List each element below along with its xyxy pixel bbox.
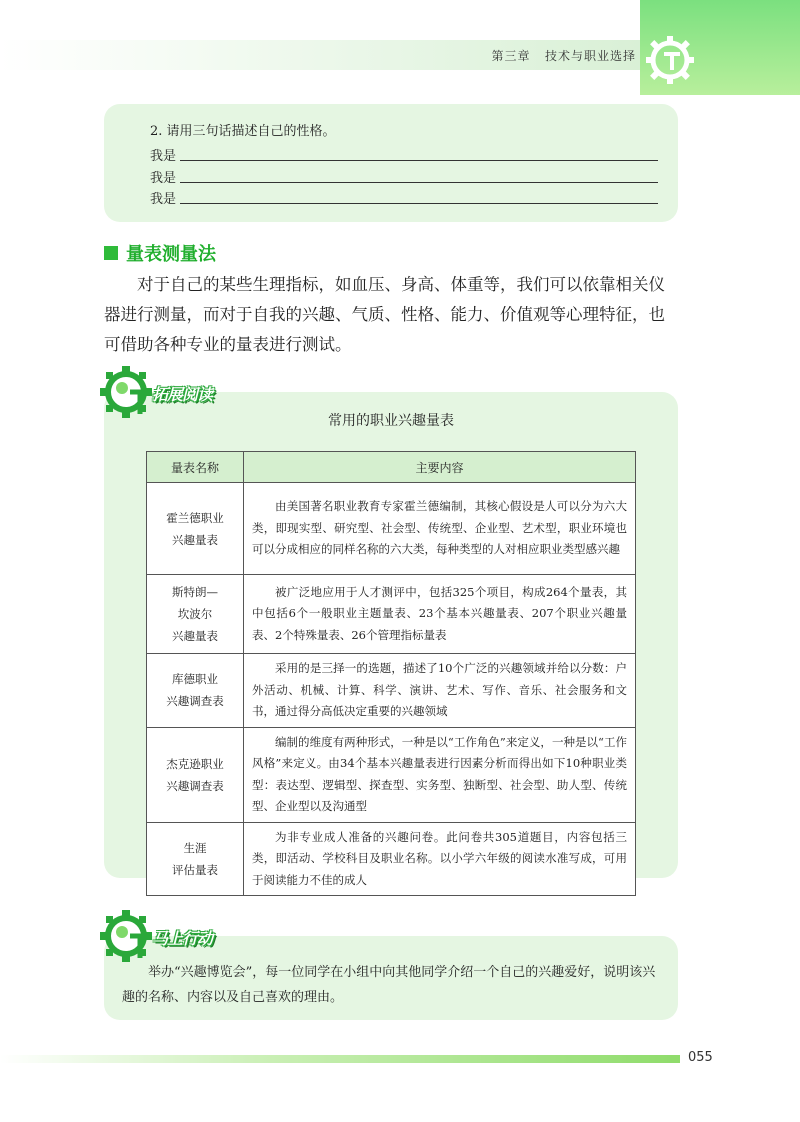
- chapter-header: [492, 47, 636, 64]
- table-header-row: [147, 452, 636, 483]
- scale-content: 由美国著名职业教育专家霍兰德编制，其核心假设是人可以分为六大类，即现实型、研究型、社会型、传统型、企业型、艺术型，职业环境也可以分成相应的同样名称的六大类，每种类型的人对相应职业类型感兴趣: [244, 483, 636, 575]
- scale-content: 被广泛地应用于人才测评中，包括325个项目，构成264个量表，其中包括6个一般职业主题量表、23个基本兴趣量表、207个职业兴趣量表、2个特殊量表、26个管理指标量表: [244, 575, 636, 654]
- chapter-number: 第三章: [491, 49, 531, 63]
- answer-line-1: [150, 145, 176, 164]
- section-marker-icon: [104, 246, 118, 260]
- reading-badge-label: 拓展阅读: [152, 385, 213, 404]
- reading-badge: [100, 366, 250, 416]
- scale-name-line: 生涯: [183, 840, 207, 855]
- scale-name-line: 评估量表: [172, 862, 218, 877]
- scale-name: [147, 575, 244, 654]
- answer-line-label: 我是: [150, 192, 177, 207]
- exercise-prompt: 2. 请用三句话描述自己的性格。: [150, 124, 336, 139]
- answer-line-3: [150, 188, 176, 207]
- action-badge-label: 马上行动: [152, 929, 213, 948]
- scale-name: [147, 822, 244, 896]
- answer-line-2: [150, 167, 176, 186]
- answer-line-label: 我是: [150, 171, 177, 186]
- scale-name-line: 杰克逊职业: [166, 756, 224, 771]
- answer-blank[interactable]: [180, 182, 658, 183]
- scale-name: [147, 727, 244, 822]
- scale-name-line: 兴趣调查表: [166, 694, 224, 709]
- scale-content: 采用的是三择一的选题，描述了10个广泛的兴趣领域并给以分数：户外活动、机械、计算、科学、演讲、艺术、写作、音乐、社会服务和文书，通过得分高低决定重要的兴趣领域: [244, 654, 636, 728]
- scale-name-line: 兴趣量表: [172, 629, 218, 643]
- scale-name-line: 兴趣量表: [172, 532, 218, 547]
- table-title: 常用的职业兴趣量表: [328, 413, 454, 429]
- scale-name: [147, 654, 244, 728]
- page-number: 055: [688, 1050, 713, 1065]
- interest-scale-table: [146, 451, 636, 896]
- action-badge: [100, 910, 250, 960]
- col-header-name: 量表名称: [147, 452, 244, 483]
- gear-badge-icon: [100, 910, 160, 962]
- scale-name-line: 斯特朗—: [172, 585, 218, 599]
- scale-name-line: 兴趣调查表: [166, 778, 224, 793]
- footer-band: [0, 1055, 680, 1063]
- table-row: [147, 727, 636, 822]
- table-row: [147, 822, 636, 896]
- action-text: 举办“兴趣博览会”，每一位同学在小组中向其他同学介绍一个自己的兴趣爱好，说明该兴趣的名称、内容以及自己喜欢的理由。: [122, 965, 656, 1005]
- answer-line-label: 我是: [150, 149, 177, 164]
- chapter-title: 技术与职业选择: [544, 49, 636, 63]
- table-row: [147, 654, 636, 728]
- table-row: [147, 483, 636, 575]
- scale-name-line: 霍兰德职业: [166, 510, 224, 525]
- col-header-content: 主要内容: [244, 452, 636, 483]
- scale-content: 为非专业成人准备的兴趣问卷。此问卷共305道题目，内容包括三类，即活动、学校科目及职业名称。以小学六年级的阅读水准写成，可用于阅读能力不佳的成人: [244, 822, 636, 896]
- scale-name: [147, 483, 244, 575]
- scale-name-line: 坎波尔: [177, 607, 213, 621]
- section-paragraph: 对于自己的某些生理指标，如血压、身高、体重等，我们可以依靠相关仪器进行测量，而对于自我的兴趣、气质、性格、能力、价值观等心理特征，也可借助各种专业的量表进行测试。: [104, 275, 665, 354]
- scale-name-line: 库德职业: [172, 672, 218, 687]
- gear-logo-icon: [640, 30, 700, 90]
- scale-content: 编制的维度有两种形式，一种是以“工作角色”来定义，一种是以“工作风格”来定义。由34个基本兴趣量表进行因素分析而得出如下10种职业类型：表达型、逻辑型、探查型、实务型、独断型、社会型、助人型、传统型、企业型以及沟通型: [244, 727, 636, 822]
- answer-blank[interactable]: [180, 203, 658, 204]
- answer-blank[interactable]: [180, 160, 658, 161]
- section-title: 量表测量法: [126, 244, 216, 265]
- table-row: [147, 575, 636, 654]
